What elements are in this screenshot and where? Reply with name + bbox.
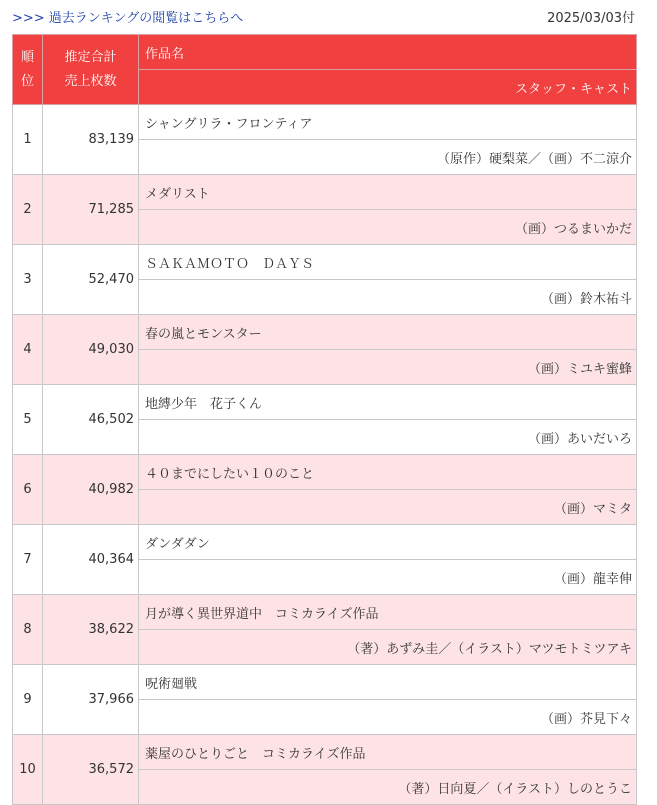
title-cell: 月が導く異世界道中 コミカライズ作品 [139, 595, 637, 630]
table-row [13, 595, 637, 630]
sales-header-line2: 売上枚数 [64, 73, 117, 89]
title-column-header: 作品名 [139, 35, 637, 70]
sales-cell: 40,364 [43, 525, 139, 595]
staff-cell: （著）日向夏／（イラスト）しのとうこ [139, 770, 637, 805]
staff-cell: （画）芥見下々 [139, 700, 637, 735]
staff-cell: （著）あずみ圭／（イラスト）マツモトミツアキ [139, 630, 637, 665]
rank-cell: 4 [13, 315, 43, 385]
ranking-table [12, 34, 637, 805]
rank-cell: 8 [13, 595, 43, 665]
rank-cell: 6 [13, 455, 43, 525]
sales-cell: 37,966 [43, 665, 139, 735]
title-cell: 薬屋のひとりごと コミカライズ作品 [139, 735, 637, 770]
rank-cell: 9 [13, 665, 43, 735]
title-cell: ＳＡＫＡＭＯＴＯ ＤＡＹＳ [139, 245, 637, 280]
table-row [13, 525, 637, 560]
rank-cell: 5 [13, 385, 43, 455]
sales-cell: 40,982 [43, 455, 139, 525]
title-cell: ダンダダン [139, 525, 637, 560]
title-cell: ４０までにしたい１０のこと [139, 455, 637, 490]
title-cell: 地縛少年 花子くん [139, 385, 637, 420]
title-cell: シャングリラ・フロンティア [139, 105, 637, 140]
ranking-table-body [13, 105, 637, 805]
sales-cell: 52,470 [43, 245, 139, 315]
rank-cell: 10 [13, 735, 43, 805]
staff-cell: （画）あいだいろ [139, 420, 637, 455]
rank-cell: 1 [13, 105, 43, 175]
sales-cell: 83,139 [43, 105, 139, 175]
rank-cell: 3 [13, 245, 43, 315]
staff-cell: （画）龍幸伸 [139, 560, 637, 595]
ranking-table-header [13, 35, 637, 105]
table-row [13, 245, 637, 280]
title-cell: 呪術廻戦 [139, 665, 637, 700]
past-ranking-arrows: >>> [12, 11, 45, 26]
sales-cell: 38,622 [43, 595, 139, 665]
rank-header-line1: 順 [20, 49, 34, 65]
sales-column-header [43, 35, 139, 105]
past-ranking-link[interactable] [12, 7, 243, 26]
title-cell: メダリスト [139, 175, 637, 210]
table-row [13, 315, 637, 350]
staff-cell: （原作）硬梨菜／（画）不二涼介 [139, 140, 637, 175]
staff-column-header: スタッフ・キャスト [139, 70, 637, 105]
rank-column-header [13, 35, 43, 105]
table-row [13, 105, 637, 140]
title-cell: 春の嵐とモンスター [139, 315, 637, 350]
table-row [13, 735, 637, 770]
staff-cell: （画）ミユキ蜜蜂 [139, 350, 637, 385]
staff-cell: （画）マミタ [139, 490, 637, 525]
table-row [13, 665, 637, 700]
rank-cell: 7 [13, 525, 43, 595]
top-bar [12, 4, 635, 28]
staff-cell: （画）鈴木祐斗 [139, 280, 637, 315]
as-of-date: 2025/03/03付 [547, 11, 635, 26]
sales-cell: 71,285 [43, 175, 139, 245]
rank-cell: 2 [13, 175, 43, 245]
sales-cell: 46,502 [43, 385, 139, 455]
table-row [13, 385, 637, 420]
table-row [13, 455, 637, 490]
past-ranking-link-text: 過去ランキングの閲覧はこちらへ [48, 11, 244, 26]
table-row [13, 175, 637, 210]
sales-cell: 49,030 [43, 315, 139, 385]
rank-header-line2: 位 [20, 73, 34, 89]
staff-cell: （画）つるまいかだ [139, 210, 637, 245]
sales-cell: 36,572 [43, 735, 139, 805]
sales-header-line1: 推定合計 [64, 49, 117, 65]
